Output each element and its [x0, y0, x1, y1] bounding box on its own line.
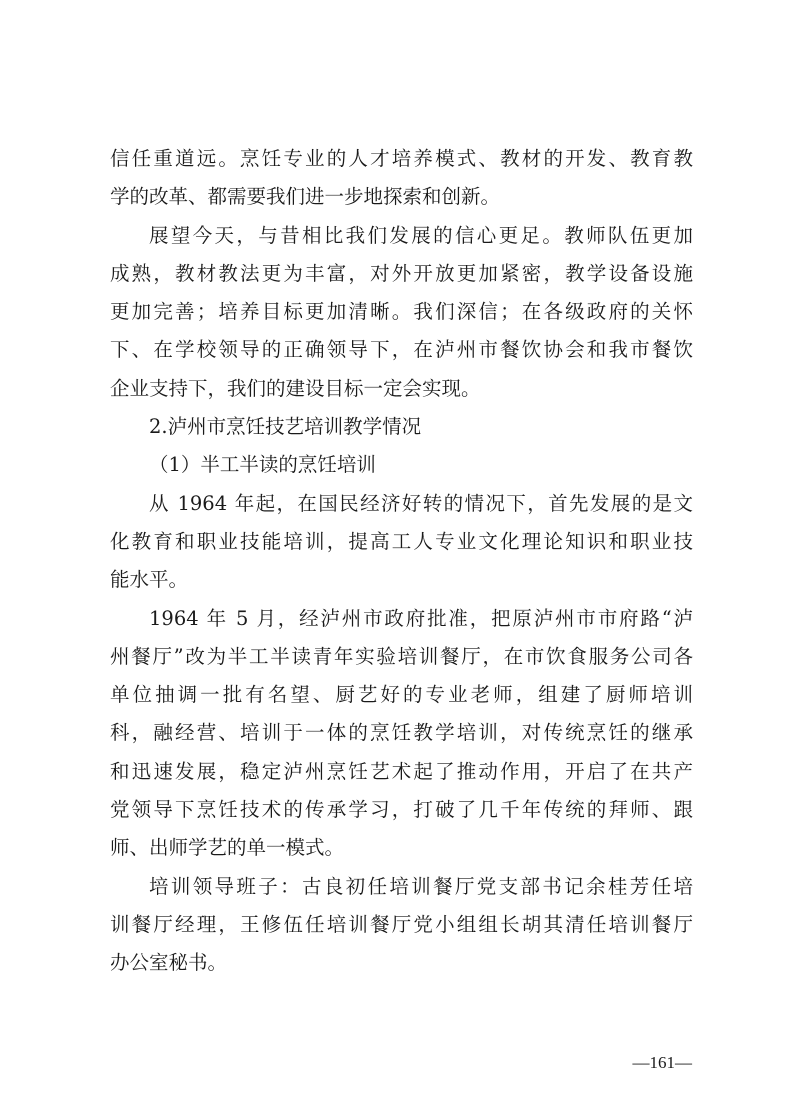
text-line: 州餐厅”改为半工半读青年实验培训餐厅，在市饮食服务公司各: [110, 644, 693, 668]
page-number: —161—: [632, 1053, 692, 1072]
text-line: 训餐厅经理，王修伍任培训餐厅党小组组长胡其清任培训餐厅: [110, 912, 693, 936]
body-text: [110, 140, 693, 983]
subsection-heading: （1）半工半读的烹饪培训: [149, 453, 376, 477]
text-line: 和迅速发展，稳定泸州烹饪艺术起了推动作用，开启了在共产: [110, 759, 693, 783]
text-line: 化教育和职业技能培训，提高工人专业文化理论知识和职业技: [110, 529, 693, 553]
text-line: 培训领导班子：古良初任培训餐厅党支部书记余桂芳任培: [149, 874, 693, 898]
text-line: 办公室秘书。: [110, 951, 228, 975]
text-line: 学的改革、都需要我们进一步地探索和创新。: [110, 185, 501, 209]
section-heading: 2.泸州市烹饪技艺培训教学情况: [149, 415, 422, 439]
text-line: 展望今天，与昔相比我们发展的信心更足。教师队伍更加: [149, 223, 693, 247]
text-line: 更加完善；培养目标更加清晰。我们深信；在各级政府的关怀: [110, 300, 693, 324]
text-line: 企业支持下，我们的建设目标一定会实现。: [110, 376, 481, 400]
text-line: 信任重道远。烹饪专业的人才培养模式、教材的开发、教育教: [110, 147, 693, 170]
text-line: 下、在学校领导的正确领导下，在泸州市餐饮协会和我市餐饮: [110, 338, 693, 362]
text-line: 从 1964 年起，在国民经济好转的情况下，首先发展的是文: [149, 491, 693, 515]
text-line: 师、出师学艺的单一模式。: [110, 836, 345, 860]
text-line: 能水平。: [110, 568, 189, 592]
text-line: 科，融经营、培训于一体的烹饪教学培训，对传统烹饪的继承: [110, 721, 693, 745]
text-line: 1964 年 5 月，经泸州市政府批准，把原泸州市市府路“泸: [149, 606, 693, 630]
text-line: 成熟，教材教法更为丰富，对外开放更加紧密，教学设备设施: [110, 261, 693, 285]
text-line: 党领导下烹饪技术的传承学习，打破了几千年传统的拜师、跟: [110, 798, 693, 822]
text-line: 单位抽调一批有名望、厨艺好的专业老师，组建了厨师培训: [110, 683, 693, 707]
